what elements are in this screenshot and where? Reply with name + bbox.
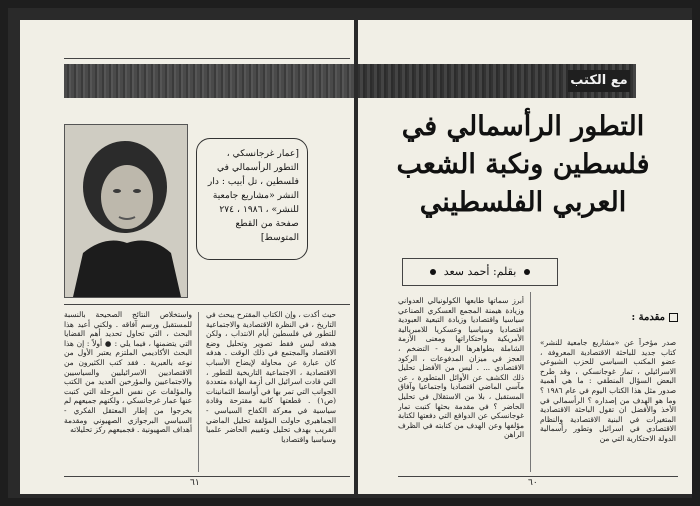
article-title: [378, 108, 668, 222]
title-line-2: فلسطين ونكبة الشعب: [396, 149, 650, 180]
header-band: [64, 64, 354, 98]
column-badge: مع الكتب: [568, 70, 630, 92]
column-divider: [198, 312, 199, 472]
column-left: أبرز سماتها طابعها الكولونيالي العدواني وزيادة هيمنة المجمع العسكري الصناعي سياسيا واقتصاديا وزيادة التبعية العبودية اقتصاديا وسياسيا وعسكريا للامبريالية الأمريكية واحتكاراتها ومعنى الأزمة الشاملة بطواهرها الرمة - التضخم ، العجز في ميزان المدفوعات ، الركود الاقتصادي ... . ليس من الأفضل تحليل ذلك الكشف عن الأوائل المتطورة ، عن مآسي الماضي اقتصاديا واجتماعيا وآفاق المستقبل ، بلا من الاستقلال في تحليل الحاضر ؟ في مقدمة بحثها كتبت تمار غوجانسكي عن الدوافع التي دفعتها لكتابة مؤلفها وعن الهدف من كتابته في الظرف الراهن: [398, 296, 524, 440]
page-number: ٦١: [190, 478, 200, 488]
byline: بقلم: أحمد سعد: [443, 265, 517, 278]
mid-rule: [64, 304, 350, 305]
title-line-1: التطور الرأسمالي في: [401, 111, 645, 142]
header-band: [358, 64, 636, 98]
portrait-image: [65, 125, 187, 297]
page-number: ٦٠: [528, 478, 538, 488]
book-caption: [عمار غرجانسكي ، التطور الرأسمالي في فلسطين ، تل أبيب : دار النشر «مشاريع جامعية للنشر» ، ١٩٨٦ ، ٢٧٤ صفحة من القطع المتوسط]: [196, 138, 308, 260]
bottom-rule: [64, 476, 350, 477]
column-left: واستخلاص النتائج الصحيحة بالنسبة للمستقبل ورسم آفاقه . ولكني أعيد هذا البحث ، التي تحاول تحديد أهم القضايا التي يتضمنها ، فيما يلي : ● أولاً : إن هذا البحث الأكاديمي الملتزم يعتبر الأول من نوعه بالعبرية . فقد كتب الكثيرون من الاقتصاديين الاسرائيليين والسياسيين والاجتماعيين والمؤرخين العديد من الكتب والمؤلفات عن نفس المرحلة التي كتبت عنها عمار غرجانسكي ، ولكنهم جميعهم لم يخرجوا من إطار المعتقل الفكري - السياسي البرجوازي الصهيوني ومقدمة أهداف الصهيونية . فجميعهم ركز تحليلاته: [64, 310, 192, 435]
bullet-icon: [524, 269, 530, 275]
author-photo: [64, 124, 188, 298]
square-bullet-icon: [669, 313, 678, 322]
column-divider: [530, 292, 531, 472]
left-page: [20, 20, 354, 494]
right-page: [358, 20, 692, 494]
column-right: صدر مؤخراً عن «مشاريع جامعية للنشر» كتاب جديد للباحثة الاقتصادية المعروفة ، عضو المكتب السياسي للحزب الشيوعي الاسرائيلي ، تمار غوجانسكي ، وقد طرح البعض السؤال المنطقي : ما هي أهمية صدور مثل هذا الكتاب اليوم في عام ١٩٨٦ ؟ وما هو الهدف من إصداره ؟ الرأسمالي في الأخذ والأفضل ان تقول الباحثة الاقتصادية المتغيرات في البنية الاقتصادية والنظام الاقتصادي في اسرائيل وتطور رأسمالية الدولة الاحتكارية التي من: [540, 338, 676, 443]
book-spread: [8, 8, 692, 498]
bullet-icon: [430, 269, 436, 275]
top-rule: [64, 58, 350, 59]
section-heading: مقدمة :: [631, 312, 678, 323]
title-line-3: العربي الفلسطيني: [419, 187, 627, 218]
column-right: حيث أكدت ، وإن الكتاب المقترح يبحث في التاريخ ، في النظرة الاقتصادية والاجتماعية للتطور في فلسطين أيام الانتداب ، ولكن هدفه ليس فقط تصوير وتحليل وضع الاقتصاد والمجتمع في ذلك الوقت . هدفه كان عبارة عن محاولة لإيضاح الأسباب الاقتصادية ، الاجتماعية التاريخية للتطور ، التي قادت اسرائيل الى أزمة الهادة متعددة الجوانب التي تمر بها في أواسط الثمانينات (ص١) . قطعتها كانية مقترحة وقادة سياسية في معركة الكفاح السياسي - الجماهيري حاولت المؤلفة تحليل الماضي القريب بهدف تحليل وتقييم الحاضر علميا وسياسيا واقتصاديا: [206, 310, 336, 444]
bottom-rule: [398, 476, 678, 477]
byline-box: [402, 258, 558, 286]
